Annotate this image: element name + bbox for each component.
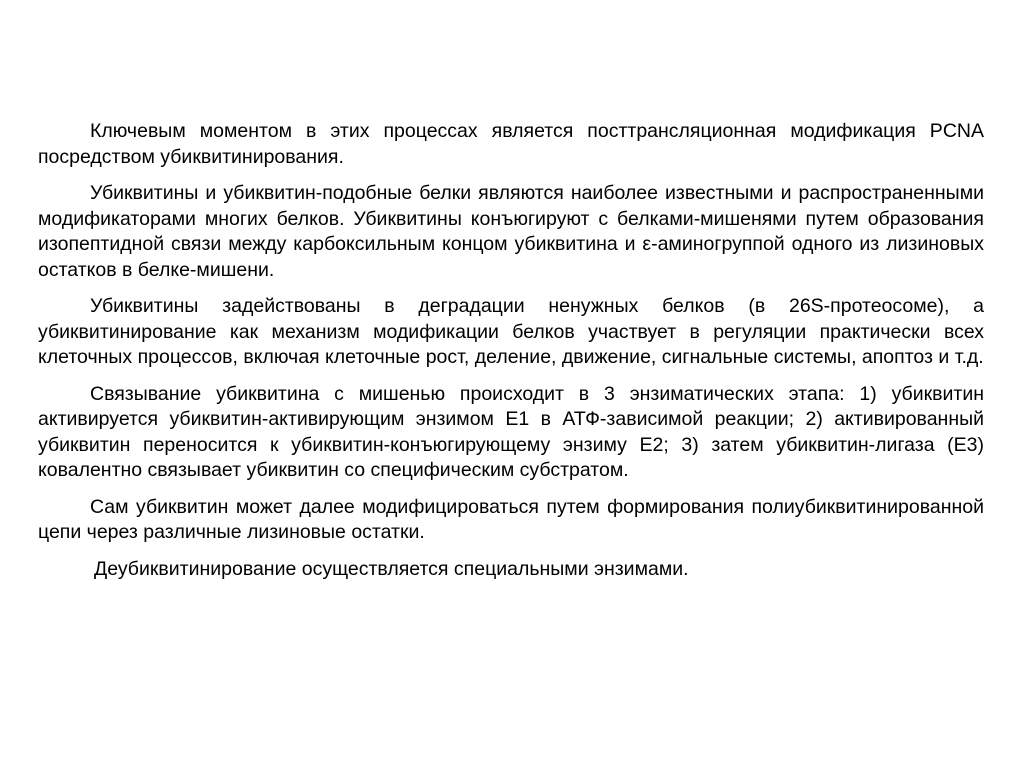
paragraph-enzymatic-steps: Связывание убиквитина с мишенью происходит в 3 энзиматических этапа: 1) убиквитин активируется убиквитин-активирующим энзимом Е1 в АТФ-зависимой реакции; 2) активированный убиквитин переносится к убиквитин-конъюгирующему энзиму Е2; 3) затем убиквитин-лигаза (Е3) ковалентно связывает убиквитин со специфическим субстратом. — [38, 382, 984, 481]
paragraph-deubiquitination: Деубиквитинирование осуществляется специальными энзимами. — [94, 557, 689, 580]
slide-text-body — [38, 119, 984, 582]
paragraph-ubiquitin-functions: Убиквитины задействованы в деградации ненужных белков (в 26S-протеосоме), а убиквитинирование как механизм модификации белков участвует в регуляции практически всех клеточных процессов, включая клеточные рост, деление, движение, сигнальные системы, апоптоз и т.д. — [38, 295, 984, 368]
paragraph-pcna-modification: Ключевым моментом в этих процессах является посттрансляционная модификация PCNA посредством убиквитинирования. — [38, 120, 984, 168]
paragraph-ubiquitin-definition: Убиквитины и убиквитин-подобные белки являются наиболее известными и распространенными модификаторами многих белков. Убиквитины конъюгируют с белками-мишенями путем образования изопептидной связи между карбоксильным концом убиквитина и ε-аминогруппой одного из лизиновых остатков в белке-мишени. — [38, 182, 984, 281]
paragraph-polyubiquitination: Сам убиквитин может далее модифицироваться путем формирования полиубиквитинированной цепи через различные лизиновые остатки. — [38, 495, 984, 543]
